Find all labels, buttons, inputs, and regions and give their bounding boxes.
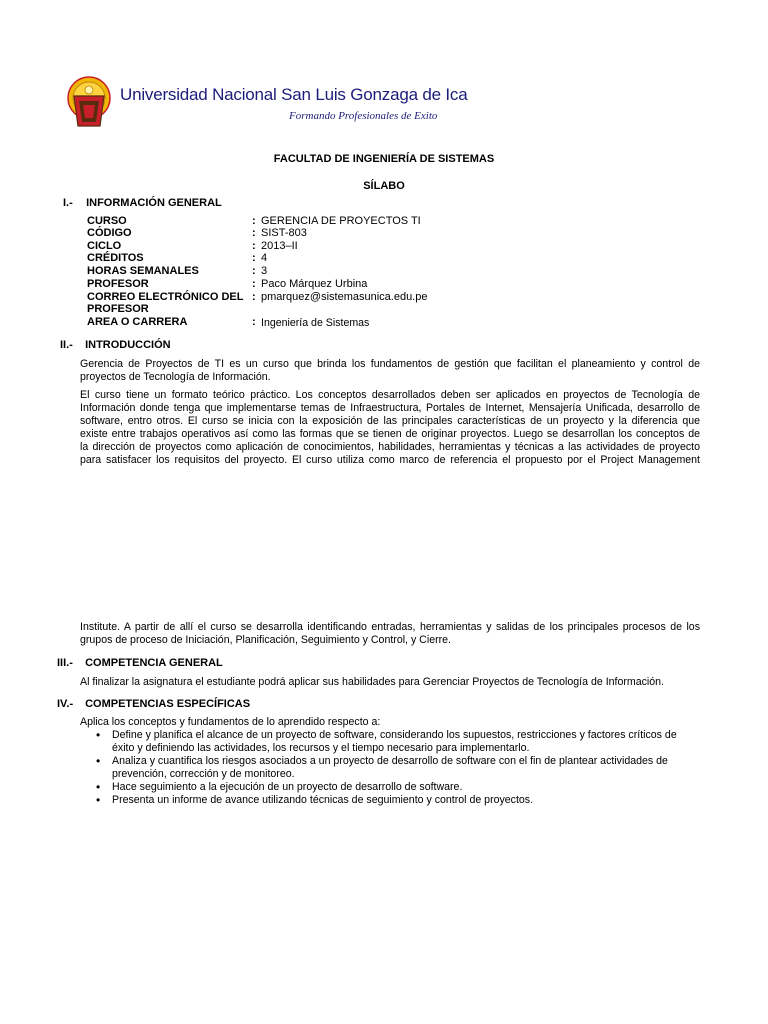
intro-paragraph-1: [80, 358, 700, 384]
info-colon: :: [252, 278, 256, 290]
info-label-area: AREA O CARRERA: [87, 316, 188, 328]
list-item: [96, 794, 702, 807]
list-item: [96, 729, 702, 755]
list-item: [96, 781, 702, 794]
text-line: existe entre trabajos operativos así como las formas que se tienen de originar proyectos. Luego se desarrollan los conceptos de: [80, 428, 700, 440]
section-title: COMPETENCIAS ESPECÍFICAS: [85, 698, 251, 710]
text-line: Aplica los conceptos y fundamentos de lo aprendido respecto a:: [80, 716, 381, 728]
text-line: proyectos de Tecnología de Información.: [80, 371, 271, 383]
info-value-ciclo: 2013–II: [261, 240, 298, 252]
text-line: prevención, corrección y de monitoreo.: [112, 768, 295, 780]
text-line: El curso tiene un formato teórico práctico. Los conceptos desarrollados deben ser aplicados en proyectos de Tecnología de: [80, 389, 700, 401]
text-line: • Presenta un informe de avance utilizando técnicas de seguimiento y control de proyectos.: [112, 794, 534, 806]
info-colon: :: [252, 265, 256, 277]
info-colon: :: [252, 227, 256, 239]
section-1-heading: [63, 197, 222, 209]
info-label-creditos: CRÉDITOS: [87, 252, 144, 264]
section-number: II.-: [60, 339, 73, 351]
info-value-creditos: 4: [261, 252, 268, 264]
info-value-curso: GERENCIA DE PROYECTOS TI: [261, 215, 421, 227]
text-line: Información donde tenga que implementarse temas de Infraestructura, Portales de Internet, Mensajería Unificada, desarrollo de: [80, 402, 700, 414]
section-number: I.-: [63, 197, 73, 209]
text-line: • Analiza y cuantifica los riesgos asociados a un proyecto de desarrollo de software con el fin de plantear actividades de: [112, 755, 668, 767]
intro-paragraph-3: [80, 621, 700, 647]
info-colon: :: [252, 291, 256, 303]
text-line: para satisfacer los requisitos del proyecto. El curso utiliza como marco de referencia el propuesto por el Project Management: [80, 454, 700, 466]
text-line: Al finalizar la asignatura el estudiante podrá aplicar sus habilidades para Gerenciar Proyectos de Tecnología de Información.: [80, 676, 664, 688]
info-colon: :: [252, 240, 256, 252]
intro-paragraph-2: [80, 389, 700, 467]
info-label-horas: HORAS SEMANALES: [87, 265, 199, 277]
info-label-ciclo: CICLO: [87, 240, 122, 252]
document-title: SÍLABO: [363, 180, 405, 192]
info-label-correo-line2: PROFESOR: [87, 303, 149, 315]
info-value-correo: pmarquez@sistemasunica.edu.pe: [261, 291, 428, 303]
info-colon: :: [252, 215, 256, 227]
text-line: Gerencia de Proyectos de TI es un curso que brinda los fundamentos de gestión que facilitan el planeamiento y control de: [80, 358, 700, 370]
text-line: la dirección de proyectos como aplicación de conocimientos, habilidades, herramientas y técnicas a las actividades de proyecto: [80, 441, 700, 453]
section-number: IV.-: [57, 698, 74, 710]
text-line: grupos de proceso de Iniciación, Planificación, Seguimiento y Control, y Cierre.: [80, 634, 451, 646]
university-name: Universidad Nacional San Luis Gonzaga de Ica: [120, 85, 468, 104]
text-line: Institute. A partir de allí el curso se desarrolla identificando entradas, herramientas y salidas de los principales procesos de los: [80, 621, 700, 633]
text-line: • Define y planifica el alcance de un proyecto de software, considerando los supuestos, restricciones y factores críticos de: [112, 729, 677, 741]
info-label-curso: CURSO: [87, 215, 127, 227]
info-colon: :: [252, 316, 256, 328]
specific-competences-intro: [80, 716, 700, 729]
info-label-profesor: PROFESOR: [87, 278, 149, 290]
info-colon: :: [252, 252, 256, 264]
info-value-area: Ingeniería de Sistemas: [261, 317, 370, 329]
info-label-correo: CORREO ELECTRÓNICO DEL: [87, 291, 244, 303]
general-competence-text: [80, 676, 700, 689]
section-title: COMPETENCIA GENERAL: [85, 657, 223, 669]
section-4-heading: [57, 698, 250, 710]
info-value-horas: 3: [261, 265, 268, 277]
section-number: III.-: [57, 657, 73, 669]
section-3-heading: [57, 657, 223, 669]
section-title: INFORMACIÓN GENERAL: [86, 197, 222, 209]
text-line: • Hace seguimiento a la ejecución de un proyecto de desarrollo de software.: [112, 781, 463, 793]
section-2-heading: [60, 339, 171, 351]
competences-list: [96, 729, 702, 807]
text-line: software, entro otros. El curso se inicia con la exposición de las principales características de un proyecto y la diferencia que: [80, 415, 700, 427]
university-motto: Formando Profesionales de Exito: [289, 110, 438, 122]
university-seal-icon: [66, 74, 112, 132]
section-title: INTRODUCCIÓN: [85, 339, 171, 351]
faculty-heading: FACULTAD DE INGENIERÍA DE SISTEMAS: [273, 153, 495, 165]
info-value-profesor: Paco Márquez Urbina: [261, 278, 368, 290]
info-label-codigo: CÓDIGO: [87, 227, 132, 239]
text-line: éxito y definiendo las actividades, los recursos y el tiempo necesario para implementarlo.: [112, 742, 530, 754]
list-item: [96, 755, 702, 781]
info-value-codigo: SIST-803: [261, 227, 307, 239]
